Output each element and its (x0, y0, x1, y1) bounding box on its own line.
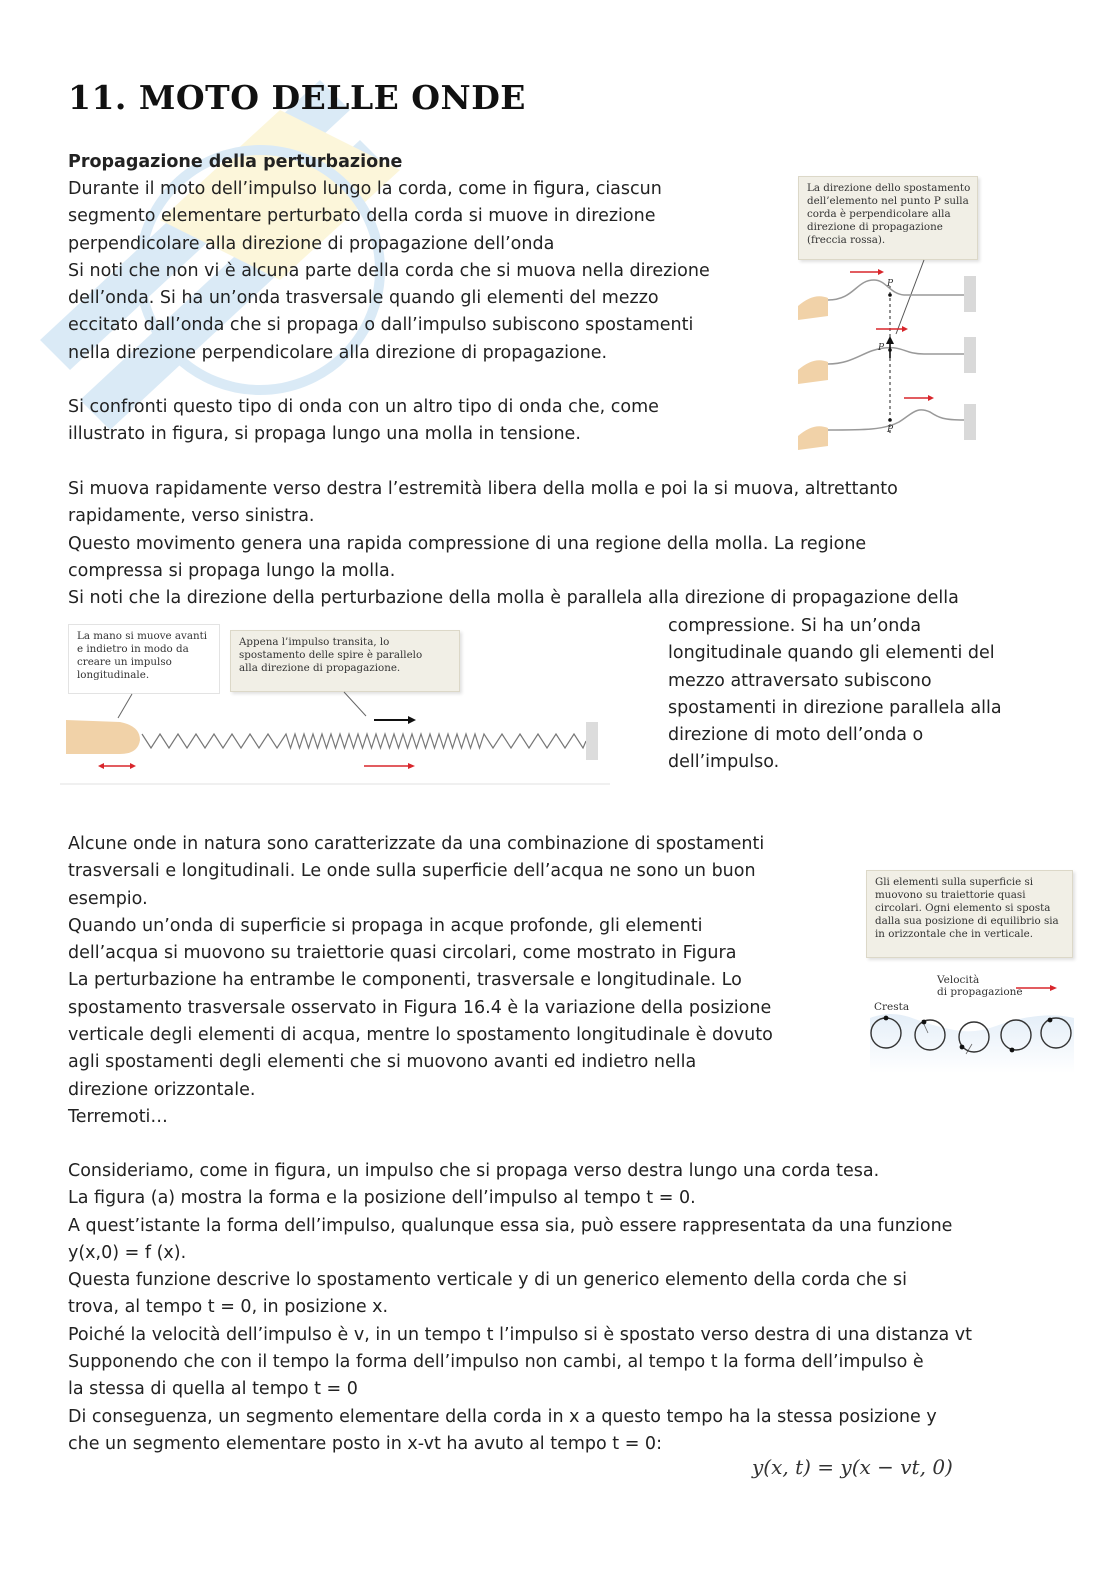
crest-label: Cresta (874, 1001, 910, 1013)
paragraph-wave-function: Consideriamo, come in figura, un impulso che si propaga verso destra lungo una corda tesa. La figura (a) mostra la forma e la posizione dell’impulso al tempo t = 0. A quest’istante la forma dell’impulso, qualunque essa sia, può essere rappresentata da una funzione y(x,0) = f (x). Questa funzione descrive lo spostamento verticale y di un generico elemento della corda che si trova, al tempo t = 0, in posizione x. Poiché la velocità dell’impulso è v, in un tempo t l’impulso si è spostato verso destra di una distanza vt Supponendo che con il tempo la forma dell’impulso non cambi, al tempo t la forma dell’impulso è la stessa di quella al tempo t = 0 Di conseguenza, un segmento elementare della corda in x a questo tempo ha la stessa posizione y che un segmento elementare posto in x-vt ha avuto al tempo t = 0: (68, 1161, 973, 1454)
figure-caption-right: Appena l’impulso transita, lo spostamento delle spire è parallelo alla direzione di propagazione. (230, 630, 460, 692)
figure-caption: Gli elementi sulla superficie si muovono su traiettorie quasi circolari. Ogni elemento si sposta dalla sua posizione di equilibrio sia in orizzontale che in verticale. (866, 870, 1073, 958)
paragraph-transverse: Durante il moto dell’impulso lungo la corda, come in figura, ciascun segmento elementare perturbato della corda si muove in direzione perpendicolare alla direzione di propagazione dell’onda Si noti che non vi è alcuna parte della corda che si muova nella direzione dell’onda. Si ha un’onda trasversale quando gli elementi del mezzo eccitato dall’onda che si propaga o dall’impulso subiscono spostamenti nella direzione perpendicolare alla direzione di propagazione. (68, 179, 710, 363)
paragraph-longitudinal: compressione. Si ha un’onda longitudinale quando gli elementi del mezzo attraversato subiscono spostamenti in direzione parallela alla direzione di moto dell’onda o dell’impulso. (668, 616, 1002, 773)
figure-caption-left: La mano si muove avanti e indietro in modo da creare un impulso longitudinale. (68, 624, 220, 694)
page-title: 11. MOTO DELLE ONDE (68, 78, 526, 117)
figure-caption: La direzione dello spostamento dell’elemento nel punto P sulla corda è perpendicolare alla direzione di propagazione (freccia rossa). (798, 176, 978, 260)
wave-formula: y(x, t) = y(x − vt, 0) (752, 1455, 953, 1479)
string-drawing (794, 174, 984, 454)
point-p-label: P (887, 425, 894, 435)
paragraph-spring: Si muova rapidamente verso destra l’estremità libera della molla e poi la si muova, altrettanto rapidamente, verso sinistra. Questo movimento genera una rapida compressione di una regione della molla. La regione compressa si propaga lungo la molla. Si noti che la direzione della perturbazione della molla è parallela alla direzione di propagazione della (68, 479, 959, 609)
water-drawing (866, 868, 1076, 1073)
figure-spring (60, 622, 610, 787)
figure-water-waves (866, 868, 1076, 1073)
section-heading: Propagazione della perturbazione (68, 152, 403, 172)
point-p-label: P (887, 279, 894, 289)
point-p-label: P (878, 343, 885, 353)
velocity-label: Velocità di propagazione (937, 974, 1023, 998)
paragraph-water-waves: Alcune onde in natura sono caratterizzate da una combinazione di spostamenti trasversali e longitudinali. Le onde sulla superficie dell’acqua ne sono un buon esempio. Quando un’onda di superficie si propaga in acque profonde, gli elementi dell’acqua si muovono su traiettorie quasi circolari, come mostrato in Figura La perturbazione ha entrambe le componenti, trasversale e longitudinale. Lo spostamento trasversale osservato in Figura 16.4 è la variazione della posizione verticale degli elementi di acqua, mentre lo spostamento longitudinale è dovuto agli spostamenti degli elementi che si muovono avanti ed indietro nella direzione orizzontale. Terremoti… (68, 834, 773, 1127)
figure-transverse-string (794, 174, 984, 454)
spring-drawing (60, 622, 610, 787)
paragraph-compare: Si confronti questo tipo di onda con un altro tipo di onda che, come illustrato in figura, si propaga lungo una molla in tensione. (68, 397, 659, 445)
